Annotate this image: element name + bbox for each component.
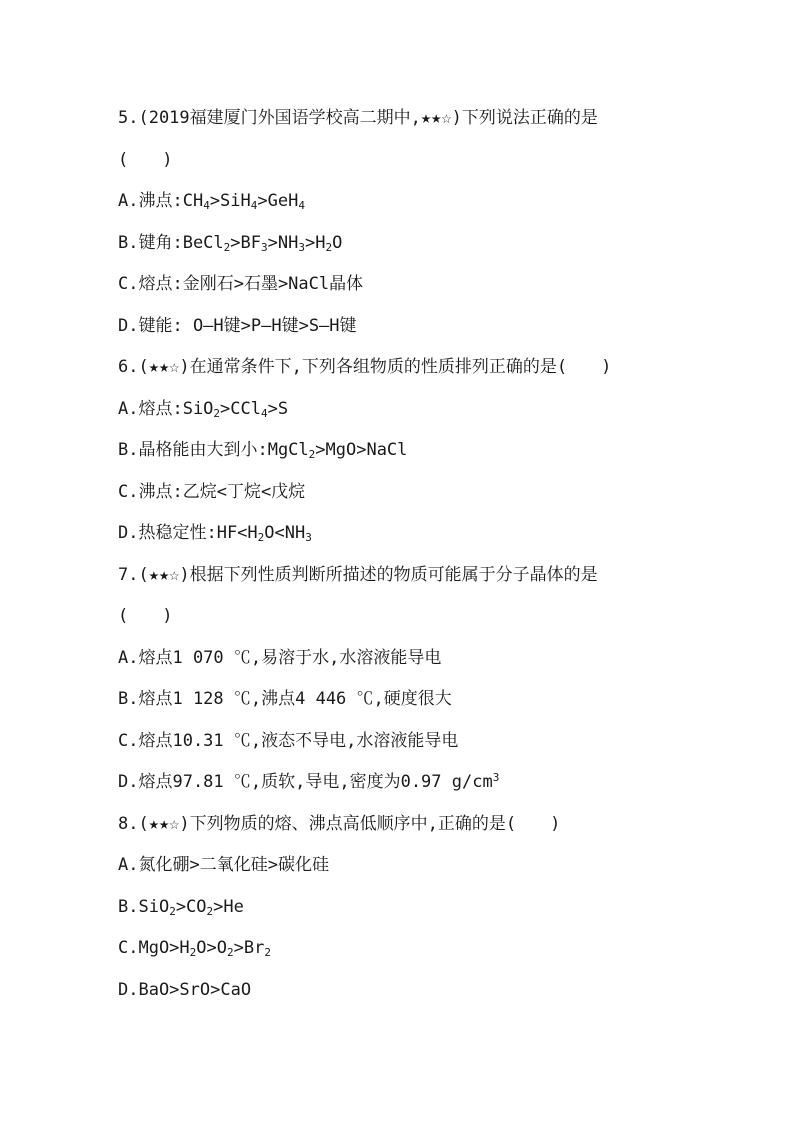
question-8-option-c: $C.MgO>H_2O>O_2>Br_2$ xyxy=(118,938,271,959)
question-5-option-a: A.沸点$:CH_4>SiH_4>GeH_4$ xyxy=(118,191,305,212)
question-5-option-d: D.键能: O—H键>P—H键>S—H键 xyxy=(118,316,357,336)
question-5-stem: 5.(2019福建厦门外国语学校高二期中,★★☆)下列说法正确的是 xyxy=(118,108,598,128)
question-8-option-b: $B.SiO_2>CO_2>He$ xyxy=(118,897,244,918)
question-6-option-c: C.沸点:乙烷<丁烷<戊烷 xyxy=(118,482,306,502)
question-7-option-c: C.熔点10.31 ℃,液态不导电,水溶液能导电 xyxy=(118,731,459,751)
question-7-option-b: B.熔点1 128 ℃,沸点4 446 ℃,硬度很大 xyxy=(118,689,452,709)
question-7-stem: 7.(★★☆)根据下列性质判断所描述的物质可能属于分子晶体的是 xyxy=(118,565,598,585)
question-7-option-d: D.熔点97.81 ℃,质软,导电,密度为0.97 $g/cm^3$ xyxy=(118,771,500,792)
question-6-stem: 6.(★★☆)在通常条件下,下列各组物质的性质排列正确的是( ) xyxy=(118,357,612,377)
question-6-option-b: B.晶格能由大到小:MgCl$_2$>MgO>NaCl xyxy=(118,440,408,461)
question-6-option-a: A.熔点:SiO$_2$>CCl$_4$>S xyxy=(118,399,289,420)
question-8-stem: 8.(★★☆)下列物质的熔、沸点高低顺序中,正确的是( ) xyxy=(118,814,561,834)
question-8-option-d: D.BaO>SrO>CaO xyxy=(118,980,252,1000)
question-5-option-c: C.熔点:金刚石>石墨>NaCl晶体 xyxy=(118,274,364,294)
question-7-option-a: A.熔点1 070 ℃,易溶于水,水溶液能导电 xyxy=(118,648,442,668)
question-5-answer-bracket: ( ) xyxy=(118,150,173,170)
question-6-option-d: D.热稳定性$:HF<H_2O<NH_3$ xyxy=(118,523,312,544)
question-5-option-b: B.键角$:BeCl_2>BF_3>NH_3>H_2O$ xyxy=(118,233,343,254)
question-7-answer-bracket: ( ) xyxy=(118,606,173,626)
question-8-option-a: A.氮化硼>二氧化硅>碳化硅 xyxy=(118,855,329,875)
